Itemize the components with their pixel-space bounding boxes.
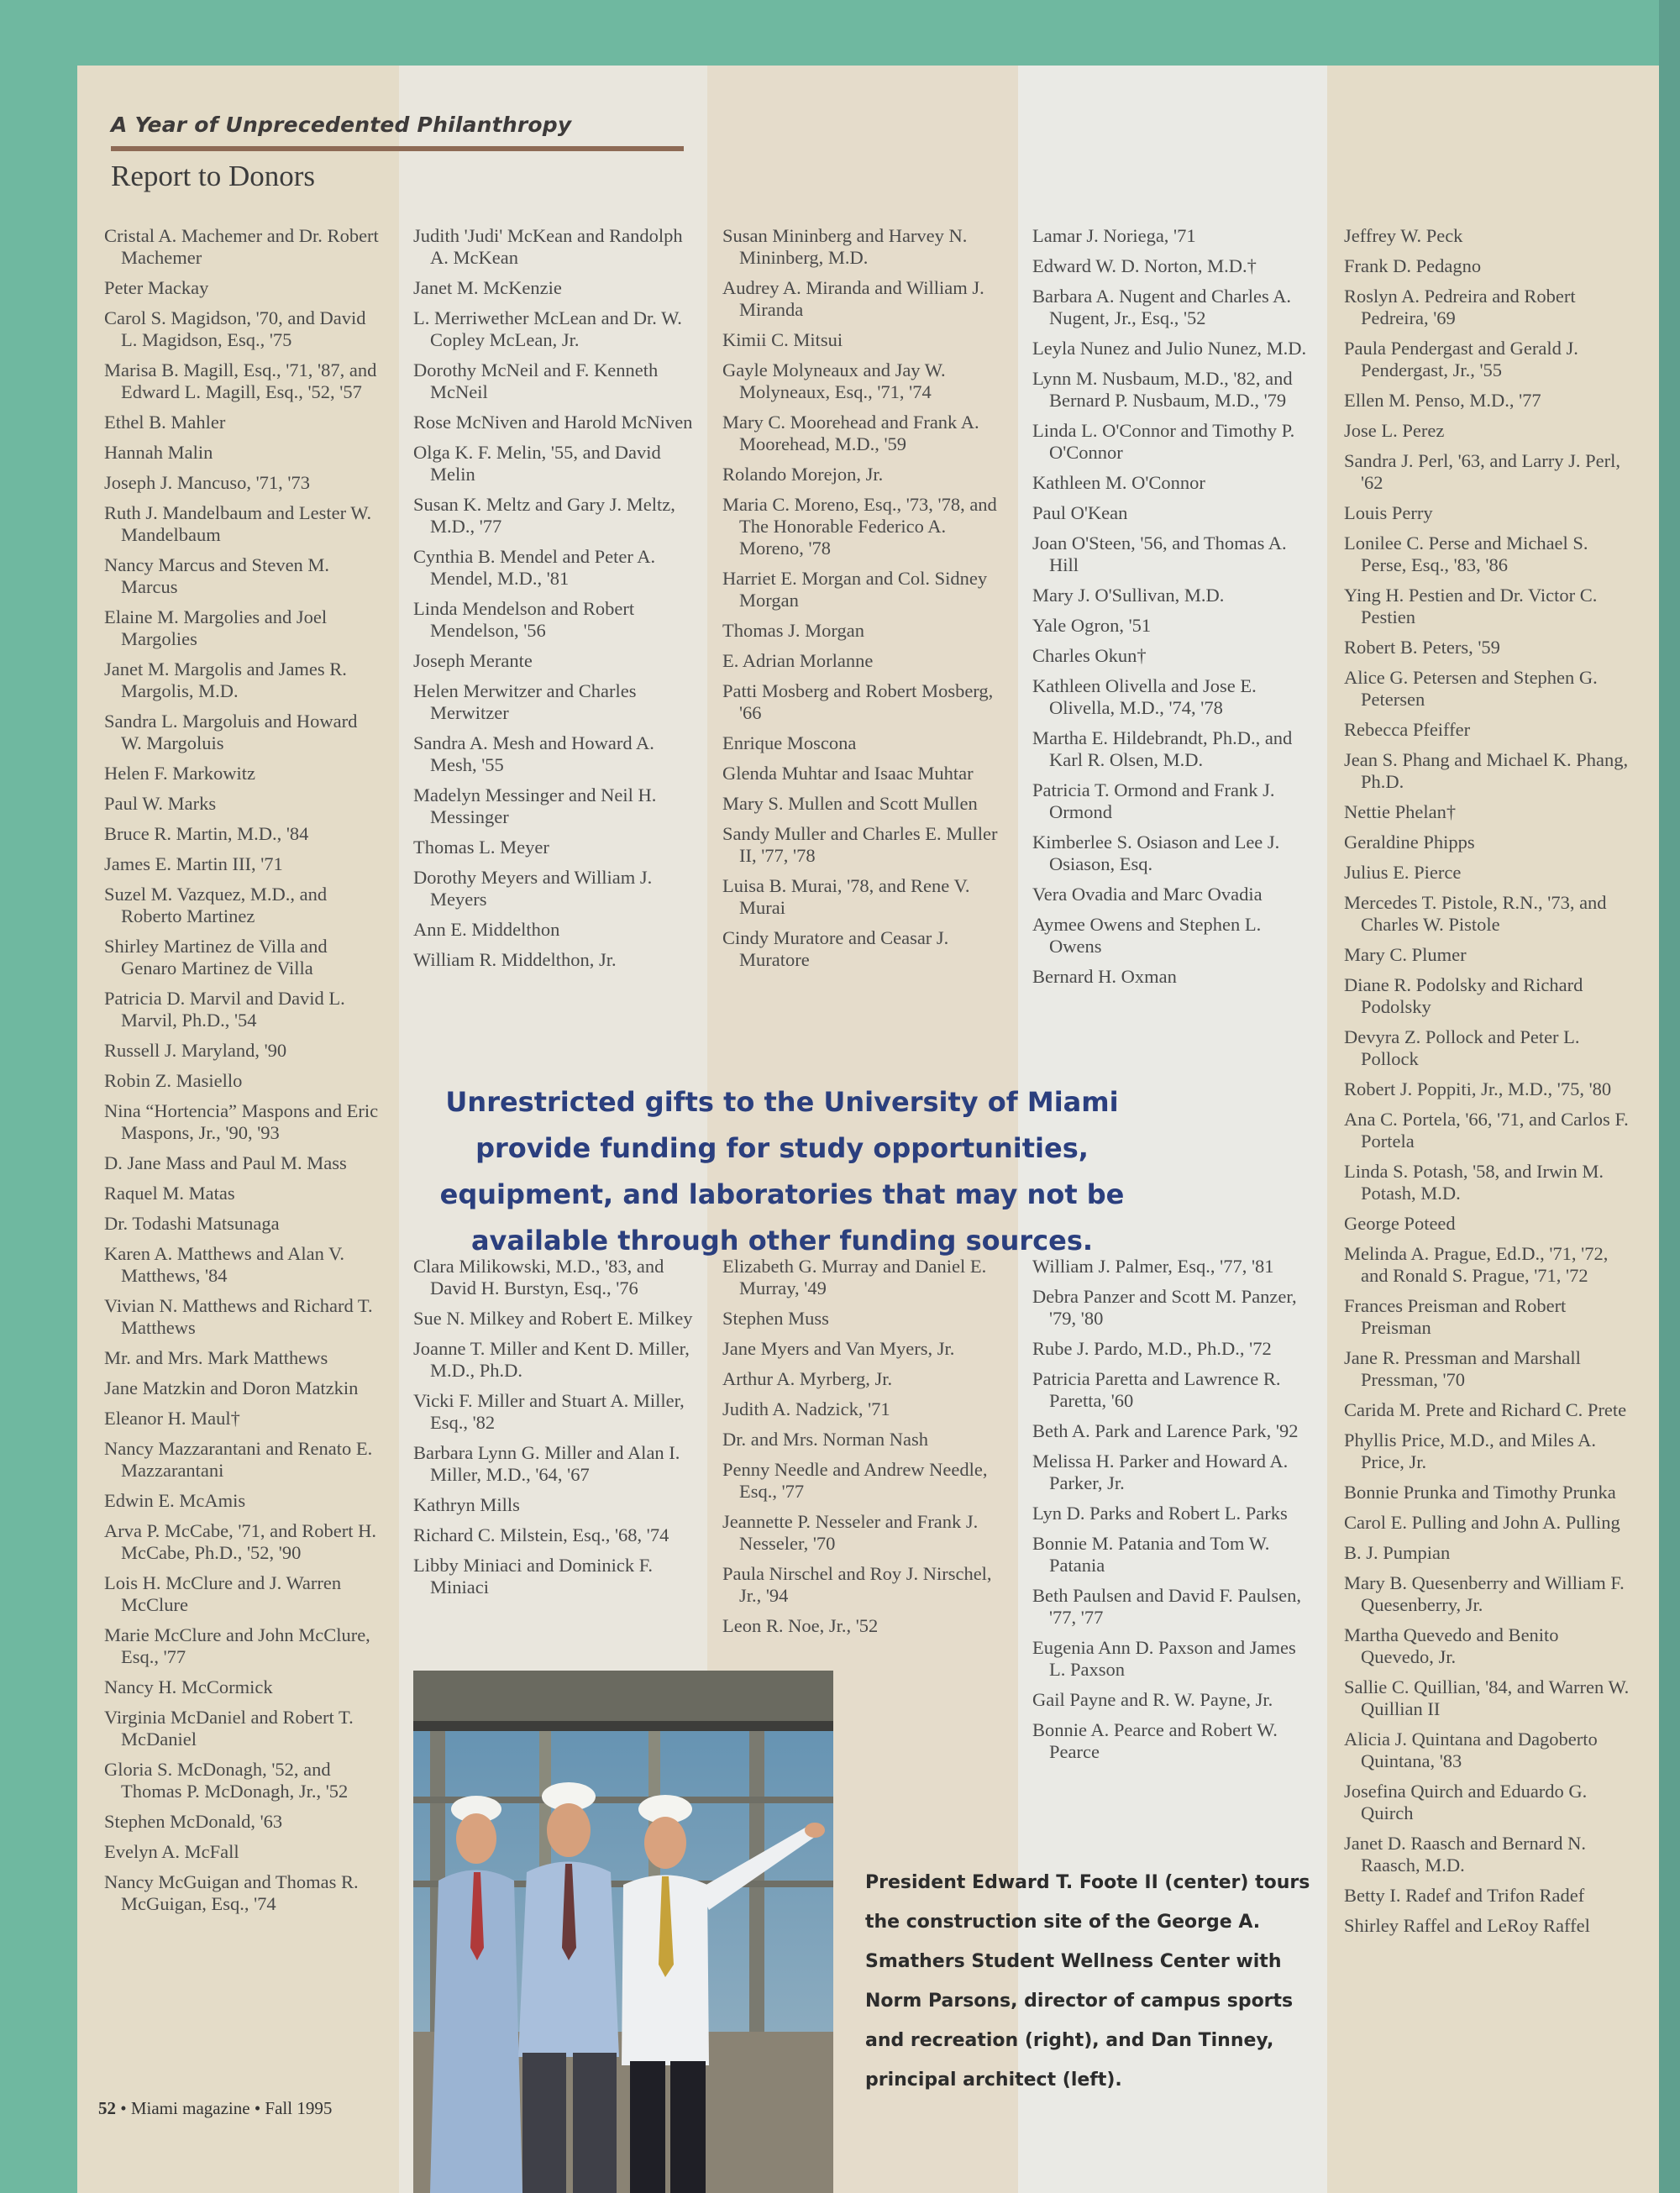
- donor-entry: Glenda Muhtar and Isaac Muhtar: [722, 763, 974, 784]
- donor-entry: Joan O'Steen, '56, and Thomas A. Hill: [1032, 533, 1287, 575]
- donor-entry: Evelyn A. McFall: [104, 1841, 239, 1862]
- donor-entry: Lois H. McClure and J. Warren McClure: [104, 1572, 342, 1615]
- donor-entry: Ruth J. Mandelbaum and Lester W. Mandelbaum: [104, 502, 372, 545]
- donor-entry: Ying H. Pestien and Dr. Victor C. Pestien: [1344, 585, 1598, 627]
- donor-entry: Stephen McDonald, '63: [104, 1811, 283, 1832]
- donor-entry: Ellen M. Penso, M.D., '77: [1344, 390, 1541, 411]
- donor-entry: Mary C. Moorehead and Frank A. Moorehead, M.D., '59: [722, 412, 979, 454]
- donor-entry: Patricia Paretta and Lawrence R. Paretta, '60: [1032, 1368, 1281, 1411]
- donor-entry: George Poteed: [1344, 1213, 1456, 1234]
- donor-entry: Enrique Moscona: [722, 732, 857, 753]
- donor-entry: Carida M. Prete and Richard C. Prete: [1344, 1399, 1627, 1420]
- donor-entry: Paula Pendergast and Gerald J. Pendergast, Jr., '55: [1344, 338, 1578, 380]
- donor-entry: Jane Myers and Van Myers, Jr.: [722, 1338, 955, 1359]
- pull-quote: Unrestricted gifts to the University of Miami provide funding for study opportunities, equipment, and laboratories that may not be available through other funding sources.: [439, 1086, 1125, 1257]
- donor-entry: Jeffrey W. Peck: [1344, 225, 1463, 246]
- donor-entry: Bonnie Prunka and Timothy Prunka: [1344, 1482, 1616, 1503]
- donor-entry: Sandra J. Perl, '63, and Larry J. Perl, '62: [1344, 450, 1620, 493]
- donor-entry: Judith 'Judi' McKean and Randolph A. McKean: [413, 225, 683, 268]
- donor-entry: Vivian N. Matthews and Richard T. Matthews: [104, 1295, 373, 1338]
- donor-entry: Arva P. McCabe, '71, and Robert H. McCabe, Ph.D., '52, '90: [104, 1520, 376, 1563]
- donor-entry: Sandy Muller and Charles E. Muller II, '77, '78: [722, 823, 998, 866]
- donor-entry: Bonnie A. Pearce and Robert W. Pearce: [1032, 1719, 1278, 1762]
- donor-entry: Kathryn Mills: [413, 1494, 520, 1515]
- donor-entry: Paul O'Kean: [1032, 502, 1128, 523]
- donor-entry: Clara Milikowski, M.D., '83, and David H. Burstyn, Esq., '76: [413, 1256, 664, 1298]
- donor-entry: Bernard H. Oxman: [1032, 966, 1177, 987]
- page-number: 52: [98, 2098, 116, 2118]
- donor-entry: Vicki F. Miller and Stuart A. Miller, Esq., '82: [413, 1390, 685, 1433]
- donor-entry: Mr. and Mrs. Mark Matthews: [104, 1347, 328, 1368]
- footer-separator: •: [254, 2098, 261, 2118]
- donor-entry: Olga K. F. Melin, '55, and David Melin: [413, 442, 661, 485]
- donor-entry: Mary C. Plumer: [1344, 944, 1467, 965]
- donor-entry: Ana C. Portela, '66, '71, and Carlos F. Portela: [1344, 1109, 1629, 1152]
- donor-entry: Linda L. O'Connor and Timothy P. O'Connor: [1032, 420, 1295, 463]
- donor-entry: Lonilee C. Perse and Michael S. Perse, Esq., '83, '86: [1344, 533, 1588, 575]
- construction-photo-illustration: [413, 1671, 833, 2193]
- donor-entry: Thomas L. Meyer: [413, 837, 549, 858]
- donor-entry: Geraldine Phipps: [1344, 832, 1475, 853]
- donor-column-5: [1344, 225, 1634, 1945]
- donor-entry: Jeannette P. Nesseler and Frank J. Nesseler, '70: [722, 1511, 979, 1554]
- page-footer: [98, 2098, 332, 2119]
- donor-entry: Paul W. Marks: [104, 793, 217, 814]
- donor-entry: Cindy Muratore and Ceasar J. Muratore: [722, 927, 949, 970]
- donor-entry: Rube J. Pardo, M.D., Ph.D., '72: [1032, 1338, 1272, 1359]
- donor-entry: Kimii C. Mitsui: [722, 329, 843, 350]
- donor-entry: Sallie C. Quillian, '84, and Warren W. Quillian II: [1344, 1676, 1630, 1719]
- donor-entry: Eugenia Ann D. Paxson and James L. Paxson: [1032, 1637, 1296, 1680]
- donor-entry: Leon R. Noe, Jr., '52: [722, 1615, 879, 1636]
- donor-entry: Janet D. Raasch and Bernard N. Raasch, M.D.: [1344, 1833, 1587, 1876]
- donor-entry: Roslyn A. Pedreira and Robert Pedreira, '69: [1344, 286, 1576, 328]
- donor-entry: Helen Merwitzer and Charles Merwitzer: [413, 680, 637, 723]
- donor-entry: Penny Needle and Andrew Needle, Esq., '77: [722, 1459, 988, 1502]
- donor-entry: Nancy Marcus and Steven M. Marcus: [104, 554, 330, 597]
- donor-entry: Robert B. Peters, '59: [1344, 637, 1500, 658]
- donor-entry: Edwin E. McAmis: [104, 1490, 246, 1511]
- donor-entry: Marie McClure and John McClure, Esq., '77: [104, 1624, 370, 1667]
- donor-entry: Beth A. Park and Larence Park, '92: [1032, 1420, 1299, 1441]
- donor-entry: Rolando Morejon, Jr.: [722, 464, 884, 485]
- donor-entry: Eleanor H. Maul†: [104, 1408, 240, 1429]
- donor-entry: Yale Ogron, '51: [1032, 615, 1152, 636]
- donor-entry: L. Merriwether McLean and Dr. W. Copley McLean, Jr.: [413, 307, 682, 350]
- donor-entry: Maria C. Moreno, Esq., '73, '78, and The Honorable Federico A. Moreno, '78: [722, 494, 997, 559]
- donor-column-1: [104, 225, 381, 1923]
- section-kicker: A Year of Unprecedented Philanthropy: [111, 113, 572, 137]
- donor-entry: Elizabeth G. Murray and Daniel E. Murray, '49: [722, 1256, 987, 1298]
- construction-site-photo: [413, 1671, 833, 2193]
- donor-entry: Aymee Owens and Stephen L. Owens: [1032, 914, 1262, 957]
- donor-entry: Patricia T. Ormond and Frank J. Ormond: [1032, 779, 1275, 822]
- donor-entry: Jean S. Phang and Michael K. Phang, Ph.D.: [1344, 749, 1629, 792]
- donor-entry: Shirley Raffel and LeRoy Raffel: [1344, 1915, 1590, 1936]
- donor-entry: Nina “Hortencia” Maspons and Eric Maspons, Jr., '90, '93: [104, 1100, 379, 1143]
- donor-entry: E. Adrian Morlanne: [722, 650, 874, 671]
- donor-entry: Audrey A. Miranda and William J. Miranda: [722, 277, 984, 320]
- donor-entry: Martha E. Hildebrandt, Ph.D., and Karl R. Olsen, M.D.: [1032, 727, 1293, 770]
- donor-entry: Carol S. Magidson, '70, and David L. Magidson, Esq., '75: [104, 307, 366, 350]
- donor-entry: Jose L. Perez: [1344, 420, 1445, 441]
- donor-entry: Patricia D. Marvil and David L. Marvil, Ph.D., '54: [104, 988, 345, 1031]
- donor-entry: Gail Payne and R. W. Payne, Jr.: [1032, 1689, 1273, 1710]
- donor-entry: William R. Middelthon, Jr.: [413, 949, 617, 970]
- donor-entry: Nancy Mazzarantani and Renato E. Mazzarantani: [104, 1438, 373, 1481]
- donor-entry: Rose McNiven and Harold McNiven: [413, 412, 693, 433]
- donor-entry: Kimberlee S. Osiason and Lee J. Osiason, Esq.: [1032, 832, 1280, 874]
- donor-entry: Joseph Merante: [413, 650, 533, 671]
- donor-entry: Julius E. Pierce: [1344, 862, 1462, 883]
- donor-entry: Dorothy Meyers and William J. Meyers: [413, 867, 653, 910]
- donor-entry: Susan Mininberg and Harvey N. Mininberg, M.D.: [722, 225, 968, 268]
- donor-entry: Sandra L. Margoluis and Howard W. Margoluis: [104, 711, 358, 753]
- donor-entry: Cristal A. Machemer and Dr. Robert Machemer: [104, 225, 379, 268]
- donor-entry: Betty I. Radef and Trifon Radef: [1344, 1885, 1585, 1906]
- donor-entry: Dr. Todashi Matsunaga: [104, 1213, 280, 1234]
- donor-entry: Joanne T. Miller and Kent D. Miller, M.D., Ph.D.: [413, 1338, 690, 1381]
- donor-entry: Janet M. McKenzie: [413, 277, 562, 298]
- donor-entry: Frank D. Pedagno: [1344, 255, 1482, 276]
- donor-entry: B. J. Pumpian: [1344, 1542, 1451, 1563]
- donor-entry: Jane R. Pressman and Marshall Pressman, '70: [1344, 1347, 1581, 1390]
- donor-entry: Kathleen Olivella and Jose E. Olivella, M.D., '74, '78: [1032, 675, 1257, 718]
- issue-date: Fall 1995: [265, 2098, 333, 2118]
- donor-entry: Beth Paulsen and David F. Paulsen, '77, '77: [1032, 1585, 1302, 1628]
- donor-entry: Shirley Martinez de Villa and Genaro Martinez de Villa: [104, 936, 328, 978]
- donor-entry: Alice G. Petersen and Stephen G. Petersen: [1344, 667, 1598, 710]
- donor-entry: Paula Nirschel and Roy J. Nirschel, Jr., '94: [722, 1563, 992, 1606]
- donor-entry: Diane R. Podolsky and Richard Podolsky: [1344, 974, 1583, 1017]
- donor-entry: Frances Preisman and Robert Preisman: [1344, 1295, 1567, 1338]
- donor-entry: Dorothy McNeil and F. Kenneth McNeil: [413, 359, 659, 402]
- donor-entry: Karen A. Matthews and Alan V. Matthews, '84: [104, 1243, 345, 1286]
- donor-entry: Raquel M. Matas: [104, 1183, 235, 1204]
- publication-name: Miami magazine: [130, 2098, 250, 2118]
- donor-entry: Ethel B. Mahler: [104, 412, 226, 433]
- donor-entry: Judith A. Nadzick, '71: [722, 1398, 890, 1419]
- donor-entry: Suzel M. Vazquez, M.D., and Roberto Martinez: [104, 884, 328, 926]
- donor-entry: Joseph J. Mancuso, '71, '73: [104, 472, 310, 493]
- donor-entry: Mary J. O'Sullivan, M.D.: [1032, 585, 1225, 606]
- donor-entry: Martha Quevedo and Benito Quevedo, Jr.: [1344, 1624, 1559, 1667]
- donor-entry: Mary S. Mullen and Scott Mullen: [722, 793, 978, 814]
- donor-column-3-upper: [722, 225, 1004, 979]
- donor-entry: Gayle Molyneaux and Jay W. Molyneaux, Esq., '71, '74: [722, 359, 946, 402]
- donor-entry: Nancy McGuigan and Thomas R. McGuigan, Esq., '74: [104, 1871, 359, 1914]
- donor-entry: Mary B. Quesenberry and William F. Quesenberry, Jr.: [1344, 1572, 1625, 1615]
- donor-column-4-lower: [1032, 1256, 1314, 1771]
- donor-entry: Elaine M. Margolies and Joel Margolies: [104, 606, 328, 649]
- donor-entry: Lyn D. Parks and Robert L. Parks: [1032, 1503, 1288, 1524]
- donor-entry: Carol E. Pulling and John A. Pulling: [1344, 1512, 1620, 1533]
- donor-entry: Mercedes T. Pistole, R.N., '73, and Charles W. Pistole: [1344, 892, 1607, 935]
- donor-entry: Jane Matzkin and Doron Matzkin: [104, 1377, 359, 1398]
- donor-entry: Sandra A. Mesh and Howard A. Mesh, '55: [413, 732, 654, 775]
- donor-entry: Linda Mendelson and Robert Mendelson, '56: [413, 598, 635, 641]
- donor-entry: Patti Mosberg and Robert Mosberg, '66: [722, 680, 994, 723]
- donor-entry: Peter Mackay: [104, 277, 209, 298]
- donor-entry: Devyra Z. Pollock and Peter L. Pollock: [1344, 1026, 1580, 1069]
- donor-entry: Luisa B. Murai, '78, and Rene V. Murai: [722, 875, 970, 918]
- donor-entry: Rebecca Pfeiffer: [1344, 719, 1471, 740]
- donor-column-2-lower: [413, 1256, 695, 1607]
- donor-column-4-upper: [1032, 225, 1314, 996]
- donor-entry: Libby Miniaci and Dominick F. Miniaci: [413, 1555, 654, 1598]
- donor-entry: Lynn M. Nusbaum, M.D., '82, and Bernard P. Nusbaum, M.D., '79: [1032, 368, 1293, 411]
- donor-entry: Bruce R. Martin, M.D., '84: [104, 823, 309, 844]
- donor-entry: Madelyn Messinger and Neil H. Messinger: [413, 784, 657, 827]
- donor-entry: Nancy H. McCormick: [104, 1676, 273, 1697]
- page-edge: [1659, 0, 1680, 2193]
- donor-entry: Janet M. Margolis and James R. Margolis, M.D.: [104, 658, 347, 701]
- donor-entry: Kathleen M. O'Connor: [1032, 472, 1205, 493]
- donor-entry: Alicia J. Quintana and Dagoberto Quintana, '83: [1344, 1729, 1598, 1771]
- donor-entry: Lamar J. Noriega, '71: [1032, 225, 1196, 246]
- donor-entry: Helen F. Markowitz: [104, 763, 256, 784]
- donor-entry: Robert J. Poppiti, Jr., M.D., '75, '80: [1344, 1078, 1612, 1099]
- donor-entry: James E. Martin III, '71: [104, 853, 283, 874]
- donor-entry: Harriet E. Morgan and Col. Sidney Morgan: [722, 568, 988, 611]
- donor-entry: William J. Palmer, Esq., '77, '81: [1032, 1256, 1274, 1277]
- magazine-page: [77, 66, 1659, 2193]
- donor-entry: Louis Perry: [1344, 502, 1433, 523]
- donor-entry: Cynthia B. Mendel and Peter A. Mendel, M.D., '81: [413, 546, 656, 589]
- donor-entry: D. Jane Mass and Paul M. Mass: [104, 1152, 347, 1173]
- donor-entry: Bonnie M. Patania and Tom W. Patania: [1032, 1533, 1270, 1576]
- donor-entry: Russell J. Maryland, '90: [104, 1040, 287, 1061]
- donor-entry: Nettie Phelan†: [1344, 801, 1457, 822]
- donor-entry: Ann E. Middelthon: [413, 919, 560, 940]
- donor-entry: Charles Okun†: [1032, 645, 1147, 666]
- photo-caption: President Edward T. Foote II (center) tours the construction site of the George A. Smathers Student Wellness Center with Norm Parsons, director of campus sports and recreation (right), and Dan Tinney, principal architect (left).: [865, 1872, 1310, 2091]
- donor-entry: Marisa B. Magill, Esq., '71, '87, and Edward L. Magill, Esq., '52, '57: [104, 359, 377, 402]
- donor-entry: Linda S. Potash, '58, and Irwin M. Potash, M.D.: [1344, 1161, 1604, 1204]
- donor-entry: Josefina Quirch and Eduardo G. Quirch: [1344, 1781, 1588, 1823]
- header-rule: [111, 146, 684, 151]
- donor-entry: Virginia McDaniel and Robert T. McDaniel: [104, 1707, 354, 1750]
- donor-entry: Stephen Muss: [722, 1308, 829, 1329]
- donor-entry: Richard C. Milstein, Esq., '68, '74: [413, 1524, 669, 1545]
- donor-column-2-upper: [413, 225, 695, 979]
- donor-entry: Barbara Lynn G. Miller and Alan I. Miller, M.D., '64, '67: [413, 1442, 680, 1485]
- donor-entry: Barbara A. Nugent and Charles A. Nugent, Jr., Esq., '52: [1032, 286, 1292, 328]
- donor-entry: Melissa H. Parker and Howard A. Parker, Jr.: [1032, 1451, 1289, 1493]
- donor-entry: Vera Ovadia and Marc Ovadia: [1032, 884, 1263, 905]
- donor-entry: Edward W. D. Norton, M.D.†: [1032, 255, 1257, 276]
- donor-column-3-lower: [722, 1256, 1004, 1645]
- donor-entry: Robin Z. Masiello: [104, 1070, 243, 1091]
- donor-entry: Phyllis Price, M.D., and Miles A. Price, Jr.: [1344, 1430, 1597, 1472]
- donor-entry: Arthur A. Myrberg, Jr.: [722, 1368, 893, 1389]
- page-title: Report to Donors: [111, 160, 316, 192]
- donor-entry: Melinda A. Prague, Ed.D., '71, '72, and Ronald S. Prague, '71, '72: [1344, 1243, 1609, 1286]
- donor-entry: Susan K. Meltz and Gary J. Meltz, M.D., '77: [413, 494, 675, 537]
- donor-entry: Thomas J. Morgan: [722, 620, 864, 641]
- donor-entry: Sue N. Milkey and Robert E. Milkey: [413, 1308, 693, 1329]
- donor-entry: Hannah Malin: [104, 442, 213, 463]
- footer-separator: •: [120, 2098, 127, 2118]
- donor-entry: Debra Panzer and Scott M. Panzer, '79, '80: [1032, 1286, 1297, 1329]
- donor-entry: Dr. and Mrs. Norman Nash: [722, 1429, 928, 1450]
- donor-entry: Gloria S. McDonagh, '52, and Thomas P. McDonagh, Jr., '52: [104, 1759, 349, 1802]
- donor-entry: Leyla Nunez and Julio Nunez, M.D.: [1032, 338, 1307, 359]
